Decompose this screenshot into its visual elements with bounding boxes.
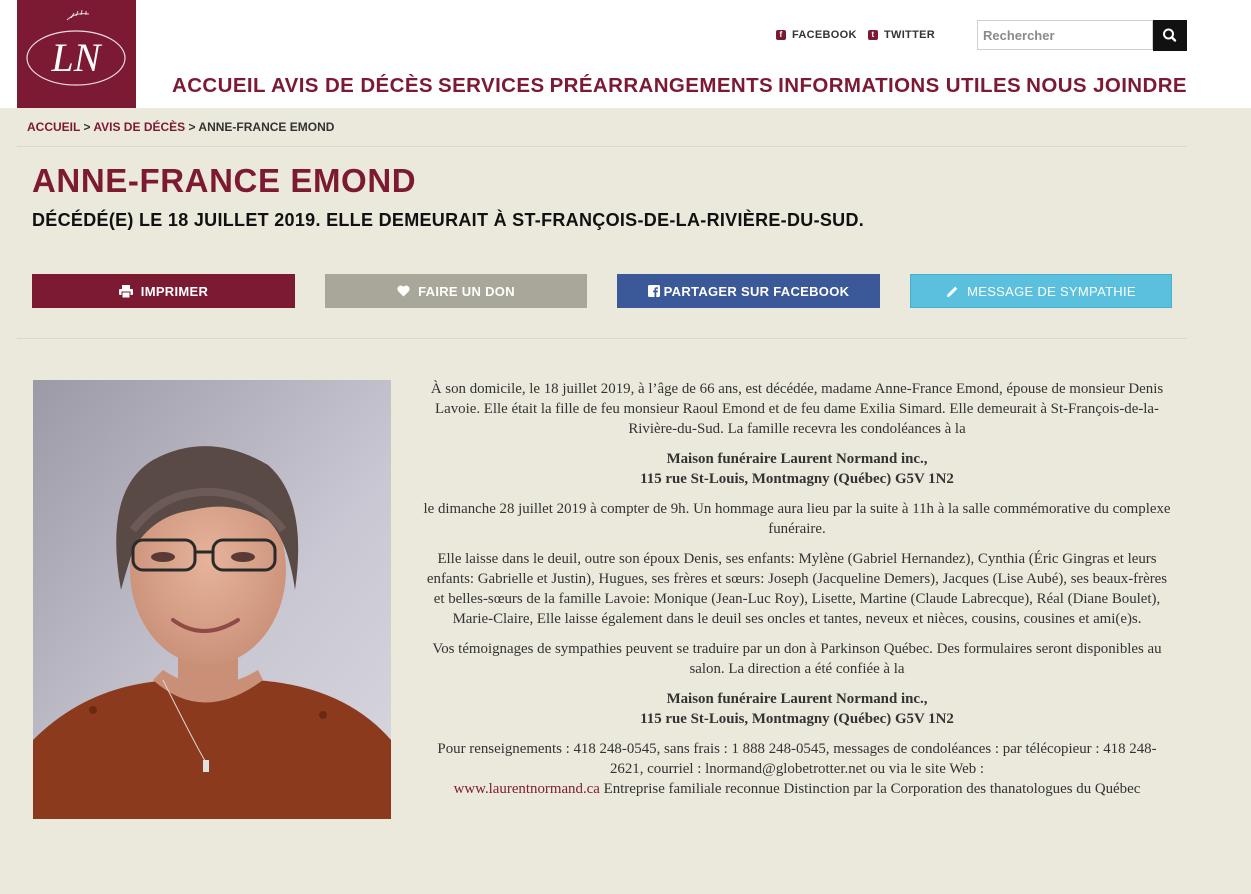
breadcrumb-separator: > xyxy=(185,120,199,134)
print-button[interactable] xyxy=(32,274,295,308)
divider xyxy=(17,146,1187,147)
twitter-link[interactable] xyxy=(868,29,935,41)
funeral-home-street: 115 rue St-Louis, Montmagny (Québec) G5V 1N2 xyxy=(640,471,954,487)
obituary-paragraph: À son domicile, le 18 juillet 2019, à l’âge de 66 ans, est décédée, madame Anne-France Emond, épouse de monsieur Denis Lavoie. Elle était la fille de feu monsieur Raoul Emond et de feu dame Exilia Simard. Elle demeurait à St-François-de-la-Rivière-du-Sud. La famille recevra les condoléances à la xyxy=(430,381,1164,437)
deceased-name: ANNE-FRANCE EMOND xyxy=(32,162,417,199)
nav-item-accueil[interactable]: ACCUEIL xyxy=(172,74,266,97)
share-facebook-button[interactable] xyxy=(617,274,880,308)
nav-item-nous-joindre[interactable]: NOUS JOINDRE xyxy=(1026,74,1187,97)
facebook-icon xyxy=(648,285,660,297)
donate-label: FAIRE UN DON xyxy=(418,283,515,299)
contact-text: Pour renseignements : 418 248-0545, sans frais : 1 888 248-0545, messages de condoléances : par télécopieur : 418 248-2621, courriel : lnormand@globetrotter.net ou via le site Web : xyxy=(437,741,1157,777)
facebook-link[interactable] xyxy=(776,29,857,41)
facebook-label: FACEBOOK xyxy=(792,29,857,41)
obituary-text xyxy=(422,379,1172,809)
site-logo[interactable] xyxy=(17,0,136,108)
breadcrumb-separator: > xyxy=(80,120,94,134)
obituary-paragraph: Elle laisse dans le deuil, outre son époux Denis, ses enfants: Mylène (Gabriel Hernandez), Cynthia (Éric Gingras et leurs enfants: Gabrielle et Justin), Hugues, ses frères et sœurs: Joseph (Jacqueline Demers), Jacques (Lise Aubé), ses beaux-frères et belles-sœurs de la famille Lavoie: Monique (Jean-Luc Roy), Lisette, Martine (Claude Labrecque), Réal (Diane Boulet), Marie-Claire, Elle laisse également dans le deuil ses oncles et tantes, neveux et nièces, cousins, cousines et ami(e)s. xyxy=(426,551,1168,627)
death-notice-subtitle: DÉCÉDÉ(E) LE 18 JUILLET 2019. ELLE DEMEURAIT À ST-FRANÇOIS-DE-LA-RIVIÈRE-DU-SUD. xyxy=(32,210,865,230)
main-nav xyxy=(172,74,1187,98)
funeral-home-name: Maison funéraire Laurent Normand inc., xyxy=(666,691,928,707)
nav-item-informations-utiles[interactable]: INFORMATIONS UTILES xyxy=(778,74,1022,97)
company-description: Entreprise familiale reconnue Distinction par la Corporation des thanatologues du Québec xyxy=(599,781,1141,797)
funeral-home-street: 115 rue St-Louis, Montmagny (Québec) G5V 1N2 xyxy=(640,711,954,727)
obituary-paragraph: le dimanche 28 juillet 2019 à compter de 9h. Un hommage aura lieu par la suite à 11h à la salle commémorative du complexe funéraire. xyxy=(423,501,1171,537)
nav-item-services[interactable]: SERVICES xyxy=(438,74,545,97)
pencil-icon xyxy=(946,285,959,298)
site-header xyxy=(0,0,1251,108)
deceased-photo xyxy=(33,380,391,819)
donate-button[interactable] xyxy=(325,274,587,308)
twitter-label: TWITTER xyxy=(884,29,935,41)
search-input[interactable] xyxy=(977,20,1153,50)
nav-item-prearrangements[interactable]: PRÉARRANGEMENTS xyxy=(549,74,774,97)
nav-item-avis-de-deces[interactable]: AVIS DE DÉCÈS xyxy=(270,74,433,97)
funeral-home-address xyxy=(422,449,1172,489)
divider xyxy=(17,338,1187,339)
website-link[interactable]: www.laurentnormand.ca xyxy=(453,781,600,797)
facebook-icon: f xyxy=(776,30,786,40)
printer-icon xyxy=(119,285,133,298)
sympathy-message-button[interactable] xyxy=(910,274,1172,308)
share-facebook-label: PARTAGER SUR FACEBOOK xyxy=(663,283,850,299)
search-button[interactable] xyxy=(1153,20,1187,51)
logo-monogram: LN xyxy=(51,35,101,80)
funeral-home-address xyxy=(422,689,1172,729)
print-label: IMPRIMER xyxy=(140,283,209,299)
breadcrumb-section[interactable]: AVIS DE DÉCÈS xyxy=(93,120,186,134)
breadcrumb-current: ANNE-FRANCE EMOND xyxy=(198,120,335,134)
funeral-home-name: Maison funéraire Laurent Normand inc., xyxy=(666,451,928,467)
heart-icon xyxy=(397,285,410,297)
logo-emblem-icon xyxy=(17,0,136,108)
twitter-icon: t xyxy=(868,30,878,40)
obituary-paragraph: Vos témoignages de sympathies peuvent se traduire par un don à Parkinson Québec. Des formulaires seront disponibles au salon. La direction a été confiée à la xyxy=(432,641,1162,677)
sympathy-message-label: MESSAGE DE SYMPATHIE xyxy=(967,283,1136,299)
portrait-image xyxy=(33,380,391,819)
breadcrumb xyxy=(27,120,334,134)
breadcrumb-home[interactable]: ACCUEIL xyxy=(27,120,81,134)
search-icon xyxy=(1153,20,1187,51)
contact-paragraph xyxy=(422,739,1172,799)
